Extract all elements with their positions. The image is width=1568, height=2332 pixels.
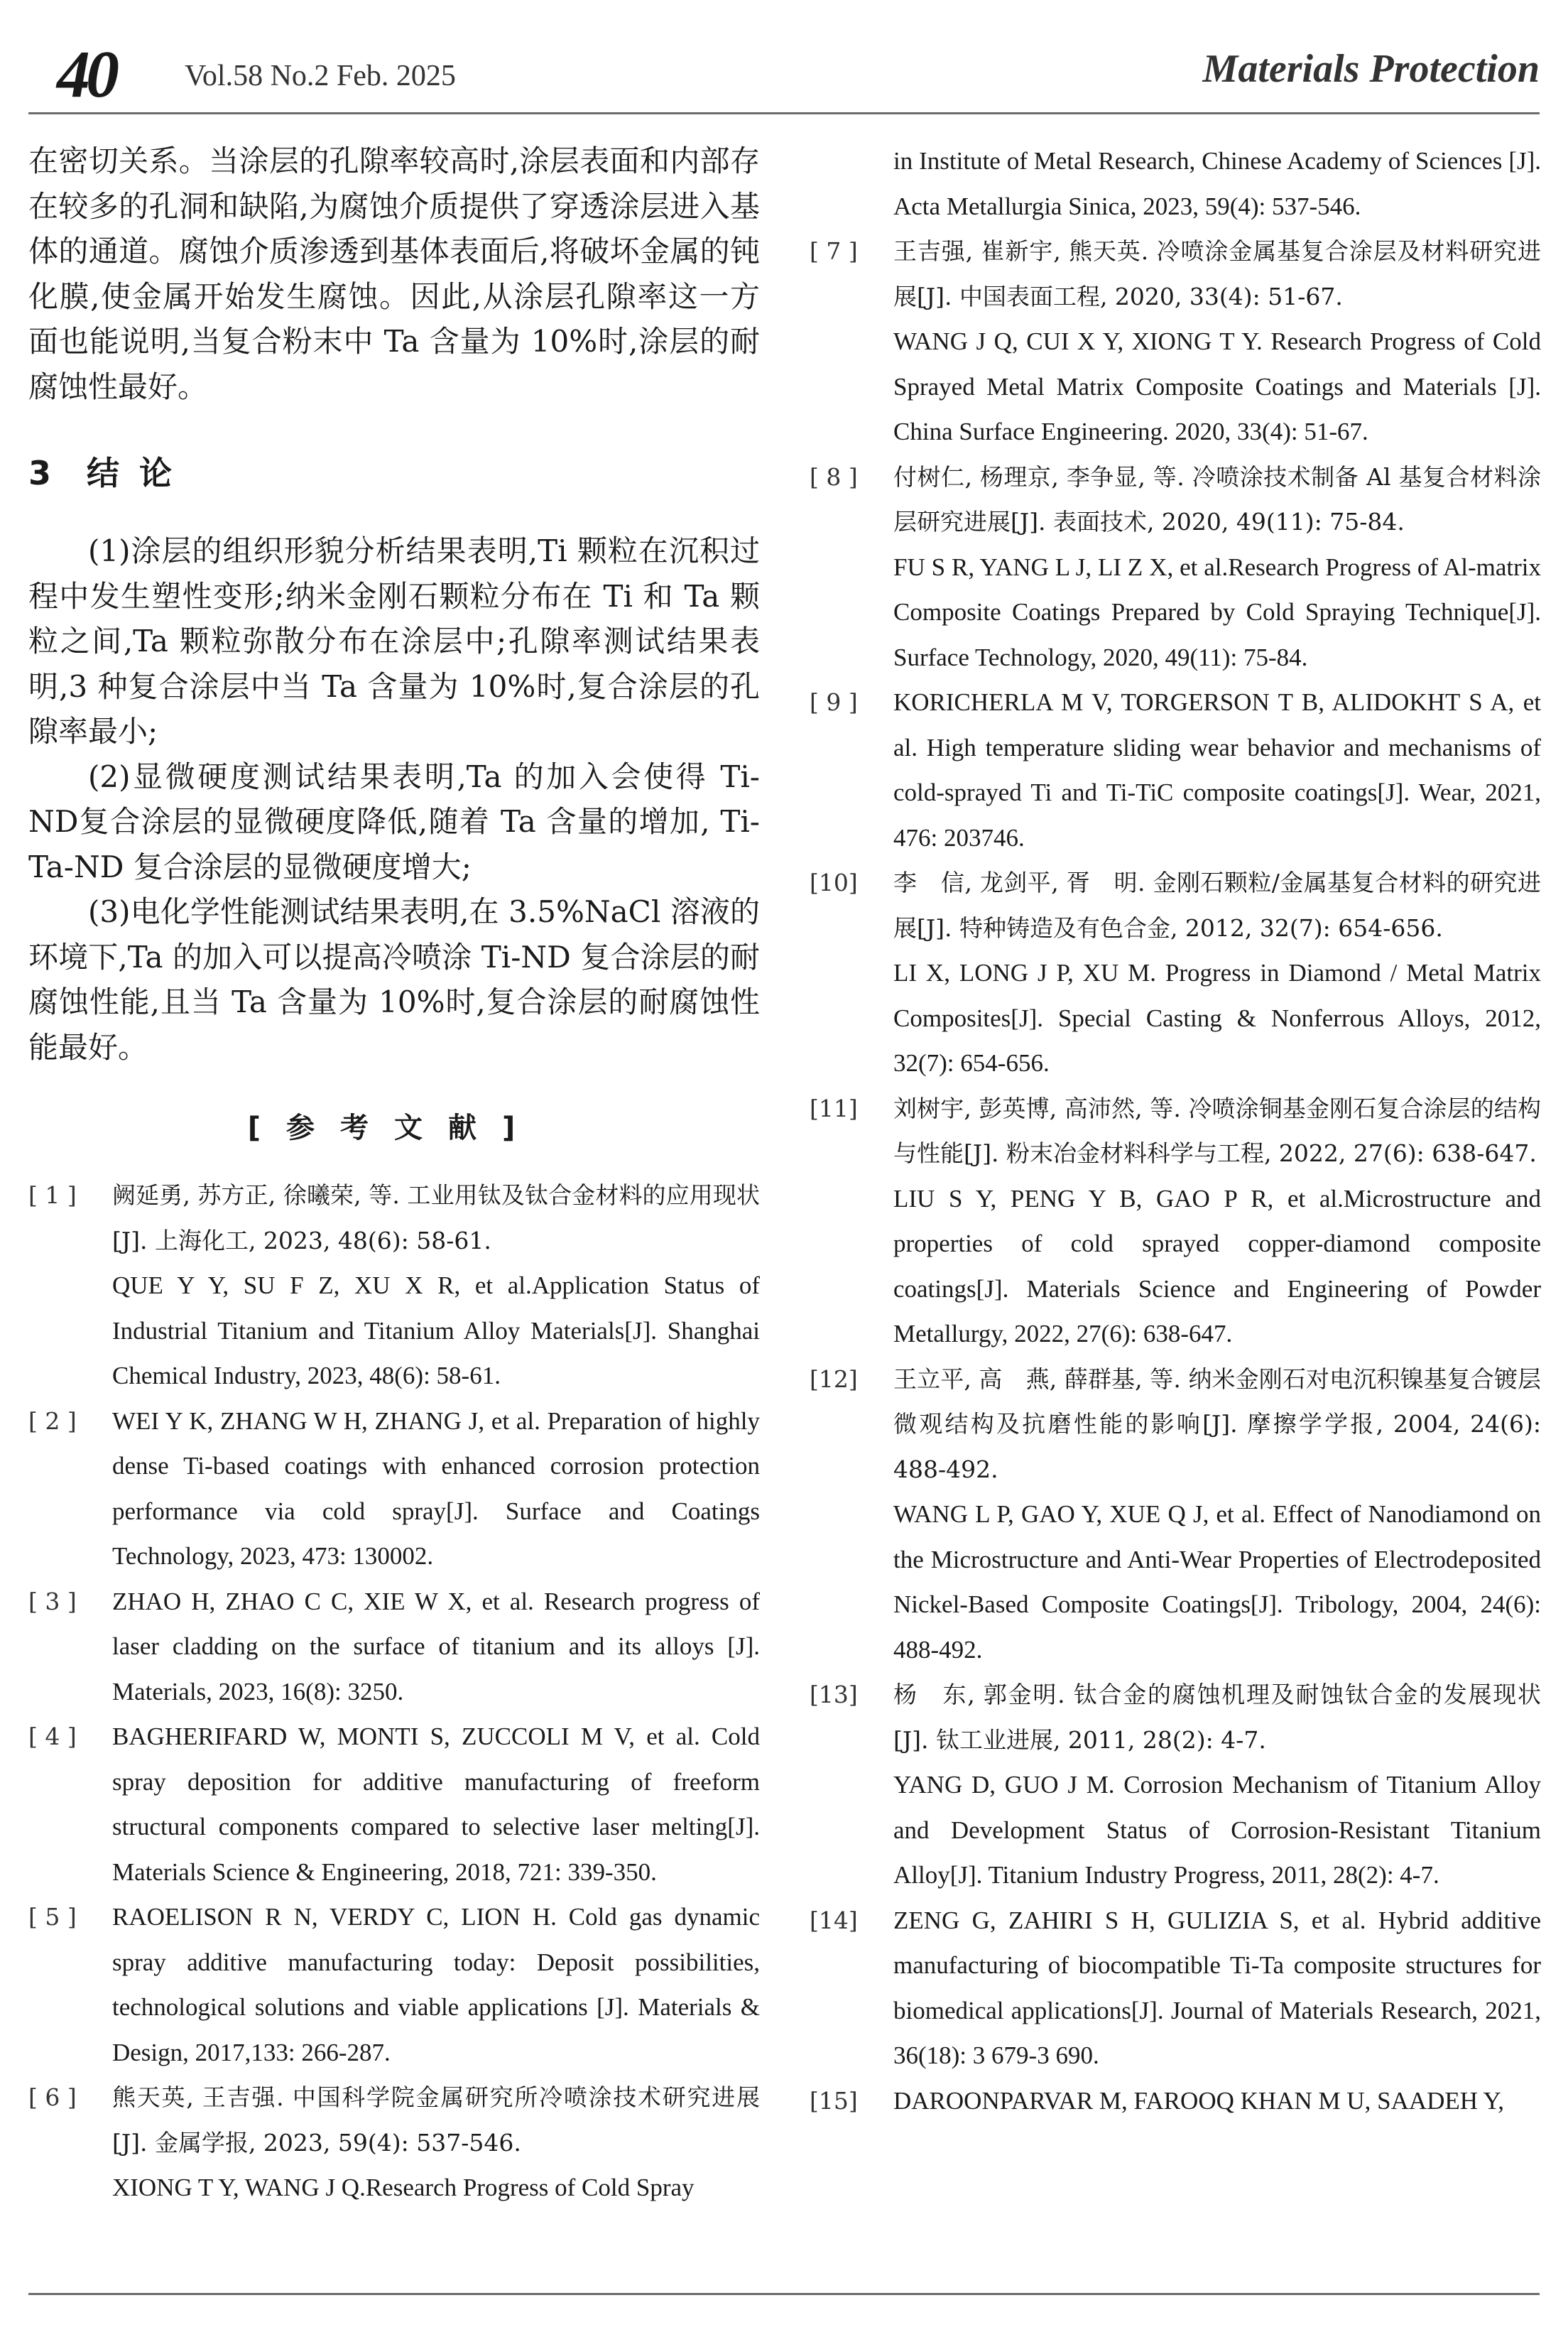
reference-zh: 杨 东, 郭金明. 钛合金的腐蚀机理及耐蚀钛合金的发展现状[J]. 钛工业进展, 2011, 28(2): 4-7. xyxy=(893,1681,1541,1754)
header-rule xyxy=(28,112,1540,114)
reference-en: FU S R, YANG L J, LI Z X, et al.Research Progress of Al-matrix Composite Coatings Prepared by Cold Spraying Technique[J]. Surface Technology, 2020, 49(11): 75-84. xyxy=(893,553,1541,671)
reference-continuation: in Institute of Metal Research, Chinese Academy of Sciences [J]. Acta Metallurgia Sinica, 2023, 59(4): 537-546. xyxy=(893,147,1541,220)
reference-number: [12] xyxy=(810,1365,858,1393)
reference-item xyxy=(810,1898,1541,2078)
reference-item xyxy=(810,229,1541,455)
reference-en: YANG D, GUO J M. Corrosion Mechanism of Titanium Alloy and Development Status of Corrosion-Resistant Titanium Alloy[J]. Titanium Industry Progress, 2011, 28(2): 4-7. xyxy=(893,1771,1541,1889)
reference-number: [ 9 ] xyxy=(810,688,858,716)
reference-en: WEI Y K, ZHANG W H, ZHANG J, et al. Preparation of highly dense Ti-based coatings with enhanced corrosion protection performance via cold spray[J]. Surface and Coatings Technology, 2023, 473: 130002. xyxy=(112,1406,760,1570)
reference-item xyxy=(28,1399,760,1579)
reference-number: [ 5 ] xyxy=(28,1903,77,1931)
issue-info: Vol.58 No.2 Feb. 2025 xyxy=(185,60,456,92)
page-header xyxy=(28,39,1540,110)
reference-item xyxy=(28,1714,760,1894)
reference-en: KORICHERLA M V, TORGERSON T B, ALIDOKHT S A, et al. High temperature sliding wear behavior and mechanisms of cold-sprayed Ti and Ti-TiC composite coatings[J]. Wear, 2021, 476: 203746. xyxy=(893,688,1541,852)
conclusion-3: (3)电化学性能测试结果表明,在 3.5%NaCl 溶液的环境下,Ta 的加入可以提高冷喷涂 Ti-ND 复合涂层的耐腐蚀性能,且当 Ta 含量为 10%时,复合涂层的耐腐蚀性能最好。 xyxy=(28,894,760,1065)
reference-number: [ 7 ] xyxy=(810,237,858,265)
reference-item xyxy=(810,455,1541,680)
reference-number: [ 2 ] xyxy=(28,1406,77,1435)
reference-en: BAGHERIFARD W, MONTI S, ZUCCOLI M V, et al. Cold spray deposition for additive manufacturing of freeform structural components compared to selective laser melting[J]. Materials Science & Engineering, 2018, 721: 339-350. xyxy=(112,1723,760,1886)
reference-item xyxy=(810,860,1541,1086)
reference-item xyxy=(28,1173,760,1399)
conclusion-1: (1)涂层的组织形貌分析结果表明,Ti 颗粒在沉积过程中发生塑性变形;纳米金刚石颗粒分布在 Ti 和 Ta 颗粒之间,Ta 颗粒弥散分布在涂层中;孔隙率测试结果表明,3 种复合涂层中当 Ta 含量为 10%时,复合涂层的孔隙率最小; xyxy=(28,533,760,749)
reference-zh: 刘树宇, 彭英博, 高沛然, 等. 冷喷涂铜基金刚石复合涂层的结构与性能[J]. 粉末冶金材料科学与工程, 2022, 27(6): 638-647. xyxy=(893,1094,1541,1167)
reference-item xyxy=(28,1579,760,1715)
reference-en: WANG L P, GAO Y, XUE Q J, et al. Effect of Nanodiamond on the Microstructure and Anti-Wear Properties of Electrodeposited Nickel-Based Composite Coatings[J]. Tribology, 2004, 24(6): 488-492. xyxy=(893,1500,1541,1664)
reference-item xyxy=(28,2075,760,2211)
reference-item xyxy=(28,1894,760,2075)
journal-title: Materials Protection xyxy=(1202,47,1540,91)
reference-number: [10] xyxy=(810,869,858,896)
reference-number: [13] xyxy=(810,1681,858,1708)
reference-number: [ 4 ] xyxy=(28,1723,77,1750)
conclusion-2: (2)显微硬度测试结果表明,Ta 的加入会使得 Ti-ND复合涂层的显微硬度降低,随着 Ta 含量的增加, Ti-Ta-ND 复合涂层的显微硬度增大; xyxy=(28,759,760,884)
reference-en: LI X, LONG J P, XU M. Progress in Diamond / Metal Matrix Composites[J]. Special Casting & Nonferrous Alloys, 2012, 32(7): 654-656. xyxy=(893,959,1541,1077)
reference-number: [14] xyxy=(810,1906,858,1934)
right-column xyxy=(810,139,1541,2123)
reference-number: [ 8 ] xyxy=(810,462,858,491)
page-number: 40 xyxy=(57,38,115,112)
reference-zh: 李 信, 龙剑平, 胥 明. 金刚石颗粒/金属基复合材料的研究进展[J]. 特种铸造及有色合金, 2012, 32(7): 654-656. xyxy=(893,869,1541,942)
reference-en: LIU S Y, PENG Y B, GAO P R, et al.Microstructure and properties of cold sprayed copper-diamond composite coatings[J]. Materials Science and Engineering of Powder Metallurgy, 2022, 27(6): 638-647. xyxy=(893,1184,1541,1347)
section-title: 结论 xyxy=(87,454,192,492)
left-column xyxy=(28,139,760,2211)
reference-item xyxy=(810,680,1541,860)
reference-en: ZENG G, ZAHIRI S H, GULIZIA S, et al. Hybrid additive manufacturing of biocompatible Ti-Ta composite structures for biomedical applications[J]. Journal of Materials Research, 2021, 36(18): 3 679-3 690. xyxy=(893,1906,1541,2069)
reference-en: DAROONPARVAR M, FAROOQ KHAN M U, SAADEH Y, xyxy=(893,2086,1505,2115)
reference-zh: 王吉强, 崔新宇, 熊天英. 冷喷涂金属基复合涂层及材料研究进展[J]. 中国表面工程, 2020, 33(4): 51-67. xyxy=(893,237,1541,310)
reference-number: [ 6 ] xyxy=(28,2083,77,2111)
reference-en: ZHAO H, ZHAO C C, XIE W X, et al. Research progress of laser cladding on the surface of titanium and its alloys [J]. Materials, 2023, 16(8): 3250. xyxy=(112,1587,760,1705)
reference-en: QUE Y Y, SU F Z, XU X R, et al.Application Status of Industrial Titanium and Titanium Alloy Materials[J]. Shanghai Chemical Industry, 2023, 48(6): 58-61. xyxy=(112,1271,760,1389)
reference-zh: 王立平, 高 燕, 薛群基, 等. 纳米金刚石对电沉积镍基复合镀层微观结构及抗磨性能的影响[J]. 摩擦学学报, 2004, 24(6): 488-492. xyxy=(893,1365,1541,1483)
reference-number: [15] xyxy=(810,2086,858,2115)
reference-number: [11] xyxy=(810,1094,858,1122)
reference-zh: 付树仁, 杨理京, 李争显, 等. 冷喷涂技术制备 Al 基复合材料涂层研究进展[J]. 表面技术, 2020, 49(11): 75-84. xyxy=(893,462,1541,536)
references-heading: [参考文献] xyxy=(247,1112,541,1144)
reference-en: WANG J Q, CUI X Y, XIONG T Y. Research Progress of Cold Sprayed Metal Matrix Composite Coatings and Materials [J]. China Surface Engineering. 2020, 33(4): 51-67. xyxy=(893,327,1541,445)
section-number: 3 xyxy=(28,454,52,492)
reference-item xyxy=(810,1357,1541,1673)
reference-en: XIONG T Y, WANG J Q.Research Progress of Cold Spray xyxy=(112,2174,695,2201)
reference-zh: 阙延勇, 苏方正, 徐曦荣, 等. 工业用钛及钛合金材料的应用现状[J]. 上海化工, 2023, 48(6): 58-61. xyxy=(112,1181,760,1254)
footer-rule xyxy=(28,2293,1540,2295)
reference-number: [ 3 ] xyxy=(28,1587,77,1615)
reference-number: [ 1 ] xyxy=(28,1181,77,1209)
reference-item xyxy=(810,1672,1541,1898)
body-paragraph: 在密切关系。当涂层的孔隙率较高时,涂层表面和内部存在较多的孔洞和缺陷,为腐蚀介质提供了穿透涂层进入基体的通道。腐蚀介质渗透到基体表面后,将破坏金属的钝化膜,使金属开始发生腐蚀。因此,从涂层孔隙率这一方面也能说明,当复合粉末中 Ta 含量为 10%时,涂层的耐腐蚀性最好。 xyxy=(28,143,760,404)
reference-en: RAOELISON R N, VERDY C, LION H. Cold gas dynamic spray additive manufacturing today: Deposit possibilities, technological solutions and viable applications [J]. Materials & Design, 2017,133: 266-287. xyxy=(112,1903,760,2066)
section-heading xyxy=(28,452,760,494)
reference-zh: 熊天英, 王吉强. 中国科学院金属研究所冷喷涂技术研究进展[J]. 金属学报, 2023, 59(4): 537-546. xyxy=(112,2083,760,2157)
reference-item xyxy=(810,1086,1541,1357)
reference-item xyxy=(810,2078,1541,2124)
